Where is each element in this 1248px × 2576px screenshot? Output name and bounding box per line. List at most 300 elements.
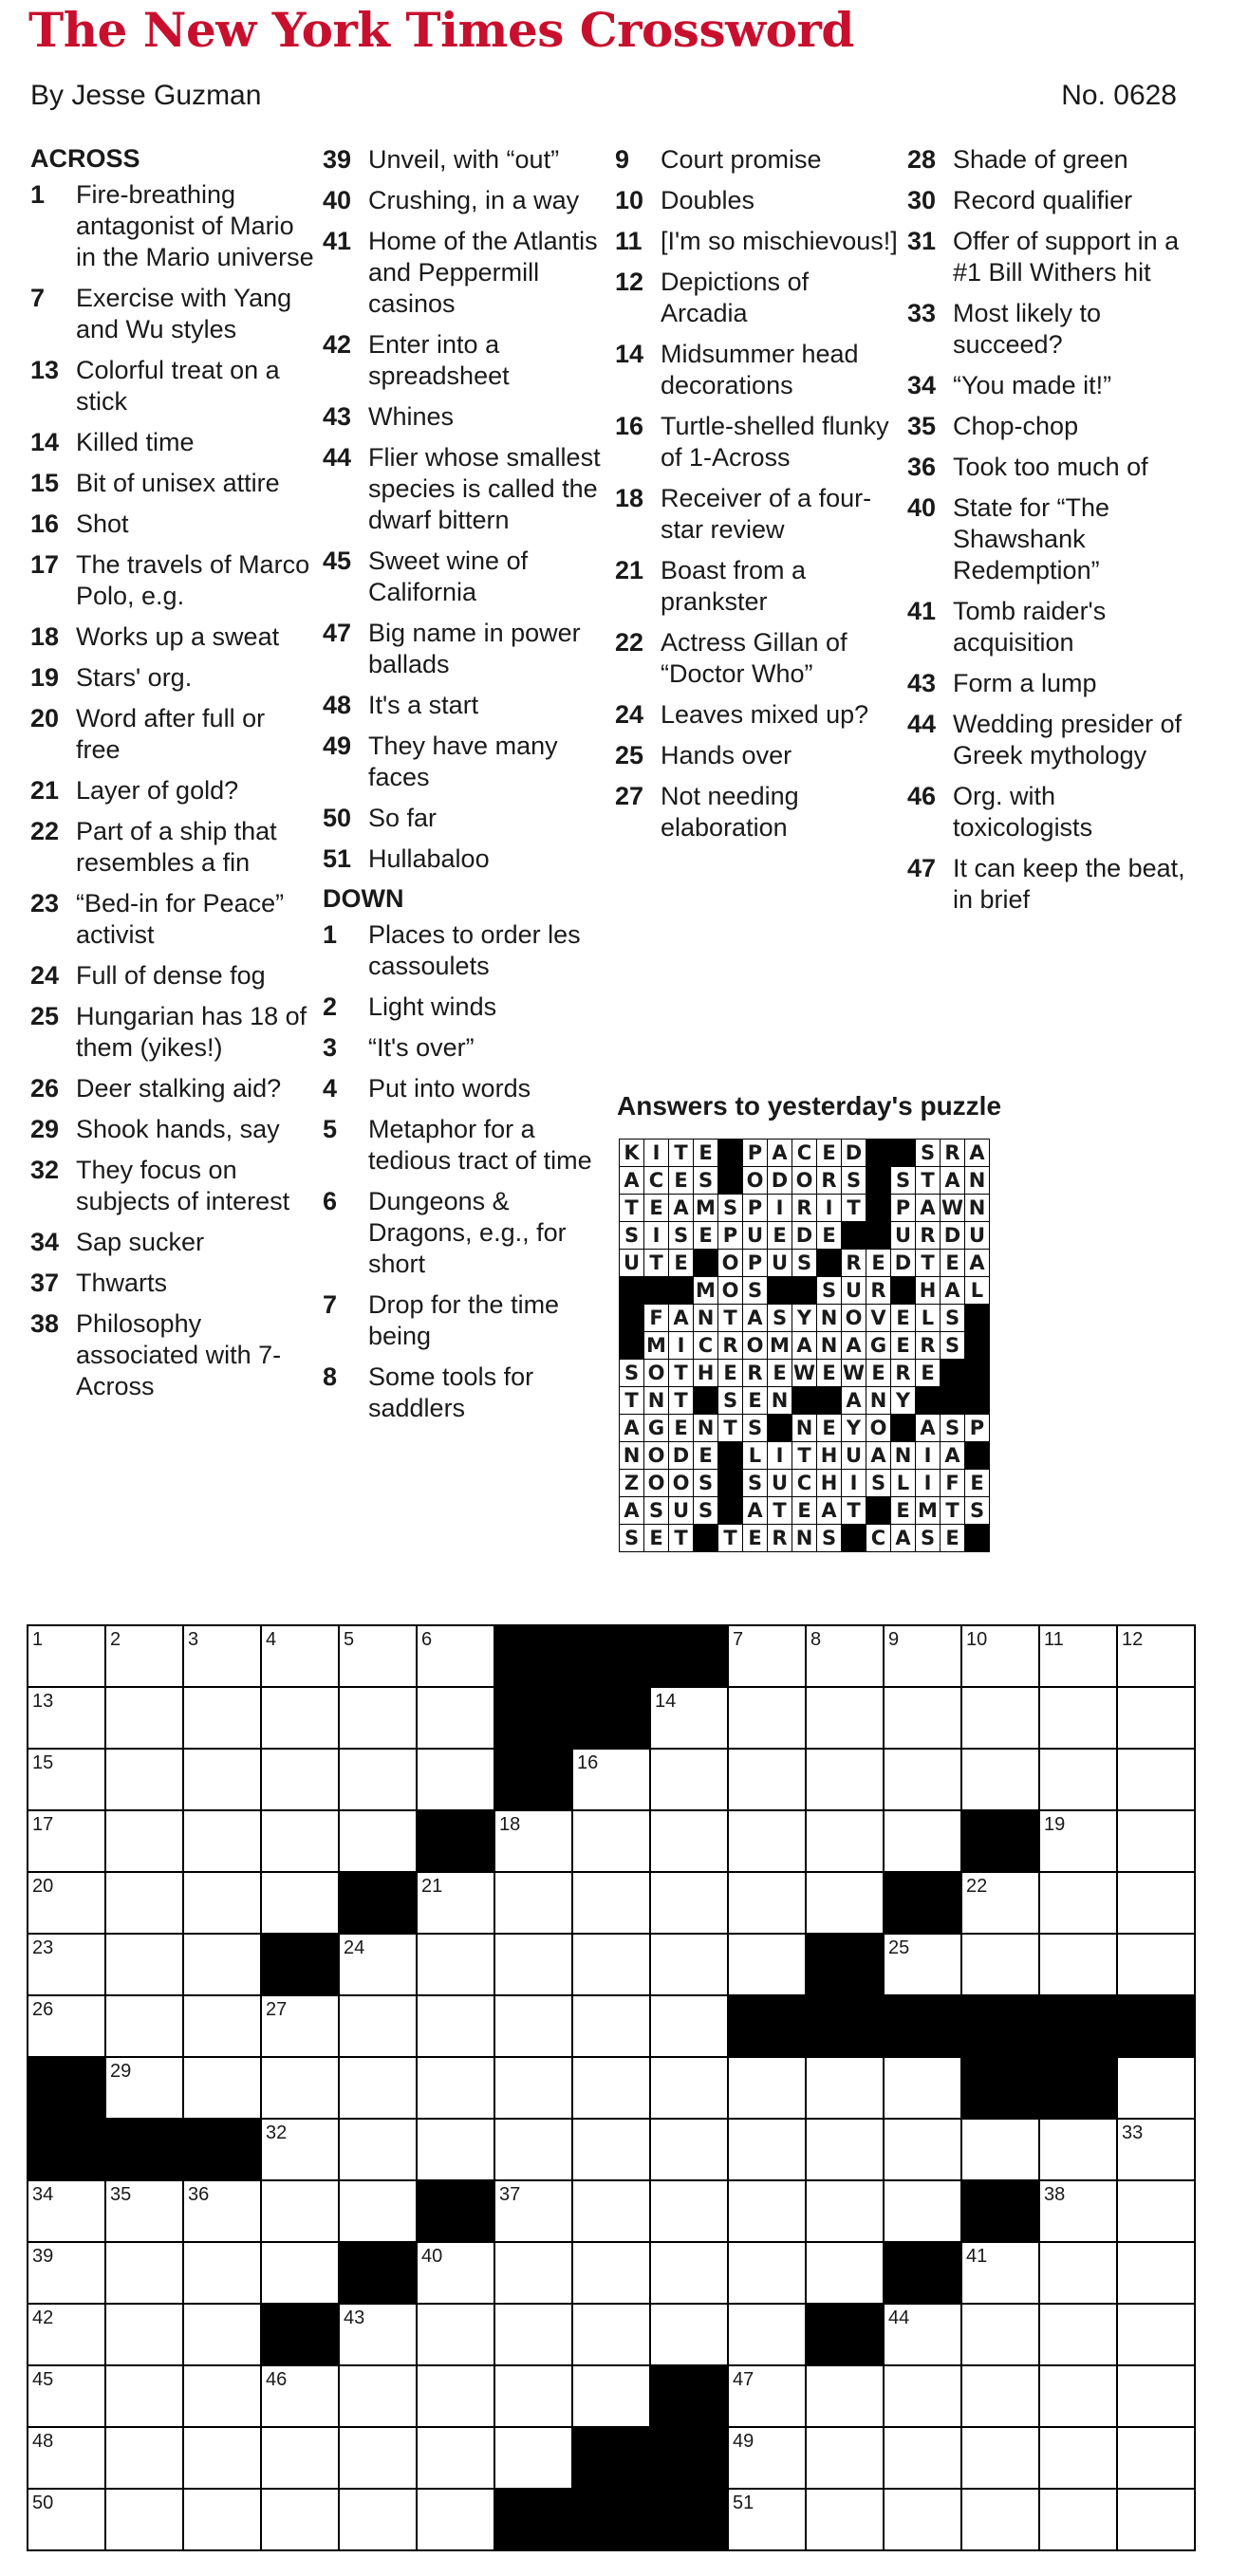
answer-block: [866, 1222, 891, 1250]
across-clue-38[interactable]: [30, 1308, 315, 1402]
across-clue-34[interactable]: [30, 1227, 315, 1258]
down-clue-33[interactable]: [907, 298, 1192, 361]
grid-cell[interactable]: [417, 1872, 494, 1934]
down-clue-11[interactable]: [615, 226, 900, 257]
across-clue-16[interactable]: [30, 509, 315, 540]
grid-cell[interactable]: [417, 2242, 494, 2304]
grid-cell[interactable]: [183, 1625, 261, 1687]
grid-cell[interactable]: [1117, 2365, 1195, 2427]
grid-cell[interactable]: [105, 1810, 183, 1872]
grid-cell[interactable]: [728, 2304, 806, 2365]
grid-cell[interactable]: [650, 1749, 728, 1810]
grid-cell[interactable]: [1039, 2365, 1117, 2427]
grid-cell[interactable]: [183, 2304, 261, 2365]
grid-cell[interactable]: [339, 1749, 417, 1810]
grid-cell[interactable]: [650, 2304, 728, 2365]
grid-cell[interactable]: [650, 2119, 728, 2180]
grid-cell[interactable]: [28, 1995, 105, 2057]
grid-cell[interactable]: [1117, 2427, 1195, 2489]
down-clue-18[interactable]: [615, 483, 900, 546]
answer-cell: N: [694, 1305, 718, 1332]
across-clue-51[interactable]: [323, 843, 607, 875]
grid-cell[interactable]: [1117, 2304, 1195, 2365]
cell-number: 22: [966, 1876, 988, 1897]
grid-cell[interactable]: [105, 1687, 183, 1749]
across-clue-15[interactable]: [30, 468, 315, 499]
grid-cell[interactable]: [1039, 2180, 1117, 2242]
grid-cell[interactable]: [494, 1872, 572, 1934]
grid-cell[interactable]: [494, 2119, 572, 2180]
grid-cell[interactable]: [261, 2242, 339, 2304]
answer-cell: C: [866, 1525, 891, 1552]
grid-cell[interactable]: [261, 1810, 339, 1872]
across-clue-20[interactable]: [30, 703, 315, 766]
grid-cell[interactable]: [183, 1934, 261, 1995]
grid-cell[interactable]: [28, 2365, 105, 2427]
across-clue-21[interactable]: [30, 775, 315, 806]
across-clue-49[interactable]: [323, 731, 607, 793]
grid-cell[interactable]: [417, 1687, 494, 1749]
grid-cell[interactable]: [494, 2180, 572, 2242]
answer-cell: S: [965, 1497, 990, 1525]
grid-cell[interactable]: [339, 1810, 417, 1872]
grid-cell[interactable]: [806, 2427, 884, 2489]
grid-cell[interactable]: [1039, 2427, 1117, 2489]
clue-number: 3: [323, 1033, 338, 1062]
grid-cell[interactable]: [1117, 1872, 1195, 1934]
grid-cell[interactable]: [572, 1872, 650, 1934]
grid-cell[interactable]: [1039, 1625, 1117, 1687]
grid-cell[interactable]: [261, 2057, 339, 2119]
grid-cell[interactable]: [884, 1687, 961, 1749]
across-clue-24[interactable]: [30, 960, 315, 991]
grid-cell[interactable]: [961, 2119, 1039, 2180]
down-clue-1[interactable]: [323, 919, 607, 982]
grid-cell[interactable]: [806, 1625, 884, 1687]
grid-cell[interactable]: [650, 1995, 728, 2057]
grid-cell[interactable]: [650, 1872, 728, 1934]
across-clue-13[interactable]: [30, 355, 315, 417]
across-clue-40[interactable]: [323, 185, 607, 216]
down-clue-36[interactable]: [907, 452, 1192, 483]
grid-cell[interactable]: [494, 1810, 572, 1872]
grid-cell[interactable]: [261, 1625, 339, 1687]
grid-cell[interactable]: [1117, 2489, 1195, 2550]
answer-cell: R: [817, 1167, 842, 1195]
grid-cell[interactable]: [572, 2119, 650, 2180]
grid-cell[interactable]: [728, 2489, 806, 2550]
grid-cell[interactable]: [1039, 1687, 1117, 1749]
grid-cell[interactable]: [1039, 1810, 1117, 1872]
down-clue-3[interactable]: [323, 1032, 607, 1064]
grid-cell[interactable]: [572, 2180, 650, 2242]
grid-block: [339, 1872, 417, 1934]
grid-cell[interactable]: [1039, 1749, 1117, 1810]
grid-cell[interactable]: [494, 2304, 572, 2365]
grid-cell[interactable]: [728, 1749, 806, 1810]
grid-cell[interactable]: [961, 1687, 1039, 1749]
grid-cell[interactable]: [417, 2119, 494, 2180]
answer-cell: M: [644, 1332, 669, 1360]
grid-cell[interactable]: [1117, 1810, 1195, 1872]
answer-block: [718, 1497, 743, 1525]
grid-cell[interactable]: [884, 1810, 961, 1872]
grid-cell[interactable]: [261, 2180, 339, 2242]
grid-cell[interactable]: [28, 1749, 105, 1810]
answer-cell: E: [916, 1360, 941, 1387]
answer-block: [620, 1277, 644, 1305]
grid-cell[interactable]: [884, 2427, 961, 2489]
grid-cell[interactable]: [884, 1625, 961, 1687]
grid-cell[interactable]: [261, 2427, 339, 2489]
grid-cell[interactable]: [105, 2365, 183, 2427]
grid-cell[interactable]: [806, 2057, 884, 2119]
grid-cell[interactable]: [183, 2427, 261, 2489]
across-clue-42[interactable]: [323, 329, 607, 392]
clue-number: 24: [30, 961, 60, 990]
grid-cell[interactable]: [105, 2489, 183, 2550]
across-clue-17[interactable]: [30, 549, 315, 612]
down-clue-2[interactable]: [323, 991, 607, 1023]
grid-cell[interactable]: [572, 2242, 650, 2304]
grid-cell[interactable]: [961, 1749, 1039, 1810]
across-clue-47[interactable]: [323, 618, 607, 680]
grid-cell[interactable]: [339, 2427, 417, 2489]
grid-cell[interactable]: [339, 1995, 417, 2057]
grid-cell[interactable]: [417, 1995, 494, 2057]
grid-cell[interactable]: [650, 1934, 728, 1995]
grid-cell[interactable]: [261, 1872, 339, 1934]
grid-cell[interactable]: [183, 1810, 261, 1872]
grid-cell[interactable]: [728, 2057, 806, 2119]
grid-cell[interactable]: [961, 2427, 1039, 2489]
grid-cell[interactable]: [1039, 2242, 1117, 2304]
grid-cell[interactable]: [1117, 1749, 1195, 1810]
grid-cell[interactable]: [1039, 1872, 1117, 1934]
grid-cell[interactable]: [650, 2180, 728, 2242]
down-clue-10[interactable]: [615, 185, 900, 216]
grid-cell[interactable]: [28, 1872, 105, 1934]
grid-cell[interactable]: [261, 1687, 339, 1749]
grid-cell[interactable]: [105, 1749, 183, 1810]
grid-cell[interactable]: [728, 1934, 806, 1995]
across-clue-48[interactable]: [323, 690, 607, 721]
across-clue-45[interactable]: [323, 546, 607, 608]
clue-number: 31: [907, 227, 937, 255]
across-clue-29[interactable]: [30, 1114, 315, 1145]
grid-cell[interactable]: [806, 1810, 884, 1872]
down-clue-40[interactable]: [907, 492, 1192, 586]
clue-text: Philosophy associated with 7-Across: [76, 1309, 282, 1400]
answer-block: [768, 1415, 792, 1442]
answer-cell: N: [644, 1387, 669, 1415]
across-clue-19[interactable]: [30, 662, 315, 694]
grid-cell[interactable]: [183, 1749, 261, 1810]
grid-cell[interactable]: [572, 2057, 650, 2119]
down-clue-28[interactable]: [907, 144, 1192, 176]
grid-cell[interactable]: [105, 1995, 183, 2057]
grid-cell[interactable]: [105, 2304, 183, 2365]
grid-cell[interactable]: [884, 2057, 961, 2119]
grid-cell[interactable]: [339, 2489, 417, 2550]
down-clue-4[interactable]: [323, 1073, 607, 1104]
across-clue-37[interactable]: [30, 1268, 315, 1299]
answer-cell: O: [743, 1332, 768, 1360]
grid-cell[interactable]: [28, 1810, 105, 1872]
grid-cell[interactable]: [339, 1625, 417, 1687]
grid-cell[interactable]: [105, 2057, 183, 2119]
grid-cell[interactable]: [572, 1995, 650, 2057]
answer-cell: S: [916, 1140, 941, 1167]
clue-number: 8: [323, 1362, 338, 1391]
down-clue-12[interactable]: [615, 267, 900, 329]
grid-cell[interactable]: [28, 1687, 105, 1749]
grid-cell[interactable]: [961, 2365, 1039, 2427]
down-clue-34[interactable]: [907, 370, 1192, 401]
answer-cell: U: [669, 1497, 694, 1525]
grid-cell[interactable]: [806, 1687, 884, 1749]
grid-cell[interactable]: [28, 2242, 105, 2304]
grid-cell[interactable]: [261, 2365, 339, 2427]
grid-cell[interactable]: [884, 1749, 961, 1810]
grid-cell[interactable]: [183, 2057, 261, 2119]
clue-text: Enter into a spreadsheet: [368, 330, 510, 390]
grid-cell[interactable]: [261, 1995, 339, 2057]
grid-cell[interactable]: [183, 1872, 261, 1934]
grid-cell[interactable]: [961, 1625, 1039, 1687]
grid-cell[interactable]: [183, 1687, 261, 1749]
clue-text: Part of a ship that resembles a fin: [76, 817, 277, 877]
grid-cell[interactable]: [28, 2180, 105, 2242]
clue-text: It's a start: [368, 691, 479, 719]
grid-cell[interactable]: [1117, 1934, 1195, 1995]
grid-block: [572, 1625, 650, 1687]
clue-text: Some tools for saddlers: [368, 1362, 534, 1422]
grid-cell[interactable]: [806, 2119, 884, 2180]
grid-cell[interactable]: [961, 2242, 1039, 2304]
grid-cell[interactable]: [806, 2489, 884, 2550]
grid-cell[interactable]: [1117, 2057, 1195, 2119]
grid-cell[interactable]: [1117, 2180, 1195, 2242]
grid-block: [494, 1625, 572, 1687]
across-clue-41[interactable]: [323, 226, 607, 320]
grid-cell[interactable]: [261, 2119, 339, 2180]
grid-cell[interactable]: [884, 2119, 961, 2180]
grid-cell[interactable]: [339, 2057, 417, 2119]
answer-cell: O: [644, 1470, 669, 1497]
grid-cell[interactable]: [806, 1872, 884, 1934]
grid-cell[interactable]: [884, 2489, 961, 2550]
down-clue-30[interactable]: [907, 185, 1192, 216]
answer-cell: A: [941, 1167, 965, 1195]
grid-block: [961, 1995, 1039, 2057]
down-clue-43[interactable]: [907, 668, 1192, 699]
grid-cell[interactable]: [494, 1934, 572, 1995]
cell-number: 18: [499, 1814, 521, 1835]
grid-cell[interactable]: [650, 1810, 728, 1872]
grid-cell[interactable]: [728, 1625, 806, 1687]
grid-cell[interactable]: [1117, 2119, 1195, 2180]
down-clue-5[interactable]: [323, 1114, 607, 1177]
across-clue-50[interactable]: [323, 803, 607, 834]
across-clue-43[interactable]: [323, 401, 607, 433]
answer-cell: L: [965, 1277, 990, 1305]
grid-cell[interactable]: [728, 1810, 806, 1872]
across-clue-1[interactable]: [30, 179, 315, 273]
down-clue-41[interactable]: [907, 596, 1192, 658]
grid-cell[interactable]: [650, 2057, 728, 2119]
grid-cell[interactable]: [572, 2365, 650, 2427]
grid-cell[interactable]: [494, 1995, 572, 2057]
grid-cell[interactable]: [572, 1749, 650, 1810]
across-clue-32[interactable]: [30, 1155, 315, 1217]
down-clue-31[interactable]: [907, 226, 1192, 288]
grid-cell[interactable]: [28, 1625, 105, 1687]
grid-cell[interactable]: [884, 1934, 961, 1995]
down-clue-22[interactable]: [615, 627, 900, 690]
grid-cell[interactable]: [339, 1934, 417, 1995]
down-clue-21[interactable]: [615, 555, 900, 618]
grid-cell[interactable]: [1117, 1625, 1195, 1687]
down-clue-6[interactable]: [323, 1186, 607, 1280]
down-clue-14[interactable]: [615, 339, 900, 401]
grid-cell[interactable]: [417, 1749, 494, 1810]
answer-cell: E: [718, 1360, 743, 1387]
grid-cell[interactable]: [417, 2489, 494, 2550]
grid-cell[interactable]: [572, 2304, 650, 2365]
grid-cell[interactable]: [961, 2489, 1039, 2550]
grid-cell[interactable]: [1117, 2242, 1195, 2304]
grid-cell[interactable]: [961, 1934, 1039, 1995]
grid-cell[interactable]: [1039, 2119, 1117, 2180]
grid-cell[interactable]: [650, 1687, 728, 1749]
grid-cell[interactable]: [806, 2242, 884, 2304]
grid-cell[interactable]: [1039, 2489, 1117, 2550]
grid-cell[interactable]: [105, 1625, 183, 1687]
grid-cell[interactable]: [183, 2489, 261, 2550]
grid-cell[interactable]: [1039, 2304, 1117, 2365]
grid-cell[interactable]: [28, 1934, 105, 1995]
grid-cell[interactable]: [494, 2057, 572, 2119]
clue-text: Put into words: [368, 1074, 531, 1103]
down-clue-24[interactable]: [615, 699, 900, 731]
grid-cell[interactable]: [105, 2427, 183, 2489]
grid-cell[interactable]: [183, 2180, 261, 2242]
across-clue-7[interactable]: [30, 283, 315, 345]
grid-cell[interactable]: [28, 2489, 105, 2550]
grid-cell[interactable]: [105, 1872, 183, 1934]
down-clue-27[interactable]: [615, 781, 900, 843]
grid-cell[interactable]: [261, 2489, 339, 2550]
grid-cell[interactable]: [417, 2057, 494, 2119]
grid-cell[interactable]: [261, 1749, 339, 1810]
down-clue-47[interactable]: [907, 853, 1192, 916]
grid-cell[interactable]: [339, 2365, 417, 2427]
grid-cell[interactable]: [1039, 1934, 1117, 1995]
grid-cell[interactable]: [884, 2180, 961, 2242]
grid-cell[interactable]: [884, 2304, 961, 2365]
grid-cell[interactable]: [28, 2427, 105, 2489]
across-clue-22[interactable]: [30, 816, 315, 879]
grid-cell[interactable]: [961, 1872, 1039, 1934]
across-clue-23[interactable]: [30, 888, 315, 951]
clue-number: 16: [30, 510, 60, 538]
grid-cell[interactable]: [183, 1995, 261, 2057]
grid-cell[interactable]: [494, 2242, 572, 2304]
across-clue-39[interactable]: [323, 144, 607, 176]
down-clue-35[interactable]: [907, 411, 1192, 442]
grid-cell[interactable]: [806, 1749, 884, 1810]
grid-cell[interactable]: [728, 2180, 806, 2242]
grid-cell[interactable]: [728, 2427, 806, 2489]
down-clue-8[interactable]: [323, 1362, 607, 1424]
grid-cell[interactable]: [728, 2242, 806, 2304]
grid-cell[interactable]: [105, 2180, 183, 2242]
grid-cell[interactable]: [494, 2365, 572, 2427]
grid-cell[interactable]: [183, 2242, 261, 2304]
down-clue-16[interactable]: [615, 411, 900, 473]
grid-cell[interactable]: [884, 2365, 961, 2427]
grid-cell[interactable]: [417, 1625, 494, 1687]
grid-cell[interactable]: [339, 2180, 417, 2242]
grid-cell[interactable]: [572, 1934, 650, 1995]
grid-cell[interactable]: [417, 2427, 494, 2489]
grid-cell[interactable]: [183, 2365, 261, 2427]
grid-cell[interactable]: [339, 1687, 417, 1749]
grid-cell[interactable]: [339, 2304, 417, 2365]
grid-cell[interactable]: [572, 1810, 650, 1872]
grid-cell[interactable]: [728, 1872, 806, 1934]
grid-cell[interactable]: [28, 2304, 105, 2365]
grid-cell[interactable]: [650, 2242, 728, 2304]
cell-number: 29: [110, 2061, 132, 2082]
cell-number: 37: [499, 2184, 521, 2205]
grid-cell[interactable]: [417, 1934, 494, 1995]
across-clue-44[interactable]: [323, 442, 607, 536]
grid-cell[interactable]: [339, 2119, 417, 2180]
grid-cell[interactable]: [494, 2427, 572, 2489]
grid-cell[interactable]: [1117, 1687, 1195, 1749]
down-clue-46[interactable]: [907, 781, 1192, 843]
answer-block: [866, 1167, 891, 1195]
across-clue-14[interactable]: [30, 427, 315, 458]
grid-cell[interactable]: [728, 2365, 806, 2427]
grid-cell[interactable]: [961, 2304, 1039, 2365]
clue-number: 12: [615, 268, 644, 296]
across-clue-26[interactable]: [30, 1073, 315, 1104]
across-clue-18[interactable]: [30, 621, 315, 653]
down-clue-25[interactable]: [615, 740, 900, 771]
answer-cell: P: [743, 1250, 768, 1277]
grid-cell[interactable]: [728, 1687, 806, 1749]
down-clue-7[interactable]: [323, 1289, 607, 1352]
grid-cell[interactable]: [417, 2304, 494, 2365]
down-clue-44[interactable]: [907, 709, 1192, 771]
grid-cell[interactable]: [806, 2180, 884, 2242]
cell-number: 35: [110, 2184, 132, 2205]
grid-cell[interactable]: [417, 2365, 494, 2427]
grid-cell[interactable]: [105, 2242, 183, 2304]
answer-cell: S: [792, 1250, 817, 1277]
answer-cell: H: [916, 1277, 941, 1305]
grid-block: [494, 1749, 572, 1810]
clue-text: So far: [368, 804, 438, 832]
across-clue-25[interactable]: [30, 1001, 315, 1064]
grid-cell[interactable]: [806, 2365, 884, 2427]
grid-cell[interactable]: [728, 2119, 806, 2180]
grid-cell[interactable]: [105, 1934, 183, 1995]
down-clue-9[interactable]: [615, 144, 900, 176]
